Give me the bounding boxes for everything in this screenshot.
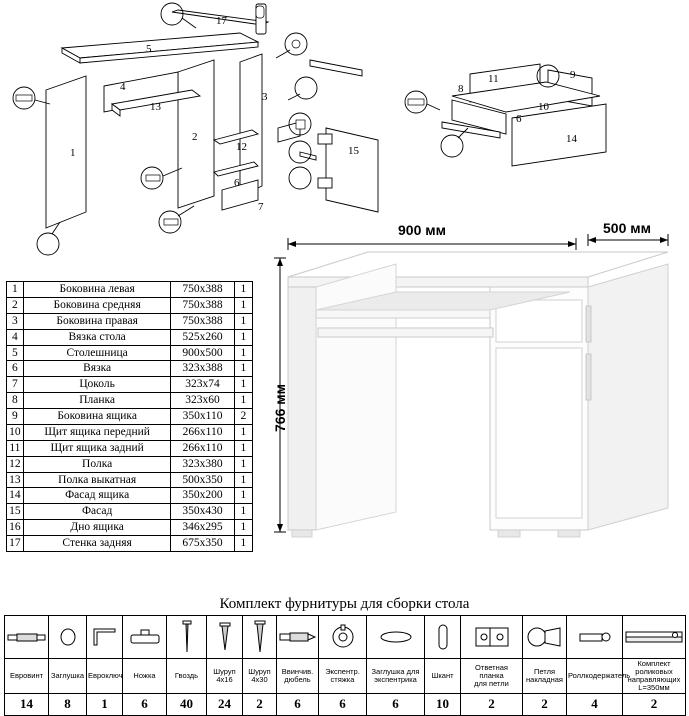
part-size: 323x388: [171, 361, 234, 377]
hardware-kit-table: [4, 615, 686, 716]
kit-item-name: Заглушка: [49, 659, 87, 694]
part-qty: 1: [234, 424, 252, 440]
part-name: Полка: [23, 456, 171, 472]
table-row: [7, 440, 253, 456]
kit-item-name: Шуруп 4х30: [243, 659, 277, 694]
table-row: [7, 424, 253, 440]
part-number: 3: [7, 313, 24, 329]
hinge-icon: [523, 616, 567, 659]
part-size: 350x200: [171, 488, 234, 504]
part-name: Фасад: [23, 504, 171, 520]
kit-item-name: Роллкодержатель: [567, 659, 623, 694]
part-qty: 1: [234, 329, 252, 345]
part-size: 900x500: [171, 345, 234, 361]
part-qty: 1: [234, 520, 252, 536]
part-name: Щит ящика передний: [23, 424, 171, 440]
svg-text:1: 1: [70, 147, 76, 159]
kit-item-count: 6: [367, 693, 425, 715]
table-row: [7, 504, 253, 520]
part-name: Планка: [23, 393, 171, 409]
part-size: 675x350: [171, 536, 234, 552]
part-number: 1: [7, 282, 24, 298]
dimension-depth-label: 500 мм: [603, 220, 651, 236]
part-size: 525x260: [171, 329, 234, 345]
svg-text:9: 9: [570, 69, 576, 81]
svg-text:12: 12: [236, 141, 247, 153]
exploded-view-diagram: [0, 0, 689, 260]
kit-item-count: 10: [425, 693, 461, 715]
part-qty: 1: [234, 488, 252, 504]
part-size: 323x60: [171, 393, 234, 409]
eccentric-coupler-icon: [319, 616, 367, 659]
dimension-width-label: 900 мм: [398, 222, 446, 238]
parts-table-body: [7, 282, 253, 552]
dimension-height-label: 766 мм: [272, 384, 288, 432]
part-size: 266x110: [171, 424, 234, 440]
table-row: [7, 393, 253, 409]
kit-item-name: Комплект роликовых направляющих L=350мм: [623, 659, 686, 694]
part-qty: 1: [234, 282, 252, 298]
part-qty: 1: [234, 345, 252, 361]
part-name: Вязка: [23, 361, 171, 377]
kit-item-count: 4: [567, 693, 623, 715]
part-size: 346x295: [171, 520, 234, 536]
kit-item-name: Евроключ: [87, 659, 123, 694]
kit-item-count: 14: [5, 693, 49, 715]
kit-item-count: 24: [207, 693, 243, 715]
table-row: [7, 377, 253, 393]
screw-4x16-icon: [207, 616, 243, 659]
kit-item-count: 2: [243, 693, 277, 715]
svg-text:6: 6: [234, 177, 240, 189]
kit-item-count: 8: [49, 693, 87, 715]
kit-item-name: Евровинт: [5, 659, 49, 694]
svg-text:14: 14: [566, 133, 577, 145]
roller-holder-icon: [567, 616, 623, 659]
part-size: 750x388: [171, 313, 234, 329]
part-name: Стенка задняя: [23, 536, 171, 552]
part-size: 323x380: [171, 456, 234, 472]
part-size: 350x430: [171, 504, 234, 520]
part-qty: 1: [234, 536, 252, 552]
svg-text:10: 10: [538, 101, 549, 113]
part-qty: 1: [234, 504, 252, 520]
table-row: [7, 345, 253, 361]
part-qty: 2: [234, 409, 252, 425]
table-row: [7, 282, 253, 298]
table-row: [7, 297, 253, 313]
nail-icon: [167, 616, 207, 659]
part-name: Полка выкатная: [23, 472, 171, 488]
part-name: Боковина левая: [23, 282, 171, 298]
euro-screw-icon: [5, 616, 49, 659]
part-number: 12: [7, 456, 24, 472]
part-qty: 1: [234, 472, 252, 488]
part-number: 2: [7, 297, 24, 313]
kit-item-name: Шкант: [425, 659, 461, 694]
screw-4x30-icon: [243, 616, 277, 659]
part-number: 5: [7, 345, 24, 361]
svg-text:15: 15: [348, 145, 359, 157]
part-size: 323x74: [171, 377, 234, 393]
table-row: [7, 456, 253, 472]
part-name: Боковина правая: [23, 313, 171, 329]
part-name: Щит ящика задний: [23, 440, 171, 456]
hex-key-icon: [87, 616, 123, 659]
part-number: 17: [7, 536, 24, 552]
kit-item-name: Ответная планка для петли: [461, 659, 523, 694]
kit-item-count: 1: [87, 693, 123, 715]
svg-text:8: 8: [458, 83, 464, 95]
part-size: 350x110: [171, 409, 234, 425]
part-number: 14: [7, 488, 24, 504]
kit-item-count: 6: [319, 693, 367, 715]
parts-table: [6, 281, 253, 552]
part-qty: 1: [234, 377, 252, 393]
part-number: 13: [7, 472, 24, 488]
part-name: Фасад ящика: [23, 488, 171, 504]
kit-item-count: 6: [277, 693, 319, 715]
table-row: [7, 329, 253, 345]
kit-item-count: 2: [461, 693, 523, 715]
table-row: [7, 520, 253, 536]
table-row: [7, 409, 253, 425]
kit-item-name: Заглушка для экспентрика: [367, 659, 425, 694]
roller-guides-icon: [623, 616, 686, 659]
svg-text:6: 6: [516, 113, 522, 125]
part-number: 9: [7, 409, 24, 425]
part-size: 266x110: [171, 440, 234, 456]
table-row: [7, 361, 253, 377]
part-qty: 1: [234, 456, 252, 472]
kit-item-name: Шуруп 4х16: [207, 659, 243, 694]
part-name: Цоколь: [23, 377, 171, 393]
part-size: 500x350: [171, 472, 234, 488]
cap-icon: [49, 616, 87, 659]
part-qty: 1: [234, 393, 252, 409]
table-row: [7, 536, 253, 552]
part-name: Боковина ящика: [23, 409, 171, 425]
finished-product-drawing: [258, 222, 686, 572]
kit-item-count: 2: [523, 693, 567, 715]
part-number: 7: [7, 377, 24, 393]
kit-item-name: Ножка: [123, 659, 167, 694]
hinge-plate-icon: [461, 616, 523, 659]
part-name: Боковина средняя: [23, 297, 171, 313]
svg-text:11: 11: [488, 73, 499, 85]
part-number: 10: [7, 424, 24, 440]
svg-text:5: 5: [146, 43, 152, 55]
part-size: 750x388: [171, 282, 234, 298]
dowel-icon: [425, 616, 461, 659]
part-name: Дно ящика: [23, 520, 171, 536]
svg-text:17: 17: [216, 15, 227, 27]
kit-item-count: 2: [623, 693, 686, 715]
eccentric-cap-icon: [367, 616, 425, 659]
svg-text:3: 3: [262, 91, 268, 103]
part-qty: 1: [234, 361, 252, 377]
part-number: 11: [7, 440, 24, 456]
table-row: [7, 472, 253, 488]
kit-item-name: Гвоздь: [167, 659, 207, 694]
kit-item-name: Петля накладная: [523, 659, 567, 694]
svg-text:13: 13: [150, 101, 161, 113]
part-size: 750x388: [171, 297, 234, 313]
screw-in-dowel-icon: [277, 616, 319, 659]
part-name: Вязка стола: [23, 329, 171, 345]
part-number: 16: [7, 520, 24, 536]
part-number: 15: [7, 504, 24, 520]
svg-text:4: 4: [120, 81, 126, 93]
kit-item-name: Ввинчив. дюбель: [277, 659, 319, 694]
part-number: 4: [7, 329, 24, 345]
part-number: 6: [7, 361, 24, 377]
kit-item-count: 6: [123, 693, 167, 715]
svg-text:7: 7: [258, 201, 264, 213]
table-row: [7, 313, 253, 329]
kit-item-count: 40: [167, 693, 207, 715]
kit-item-name: Экспентр. стяжка: [319, 659, 367, 694]
svg-text:2: 2: [192, 131, 198, 143]
table-row: [7, 488, 253, 504]
part-name: Столешница: [23, 345, 171, 361]
part-number: 8: [7, 393, 24, 409]
part-qty: 1: [234, 440, 252, 456]
part-qty: 1: [234, 297, 252, 313]
part-qty: 1: [234, 313, 252, 329]
hardware-kit-title: Комплект фурнитуры для сборки стола: [219, 596, 470, 612]
foot-icon: [123, 616, 167, 659]
